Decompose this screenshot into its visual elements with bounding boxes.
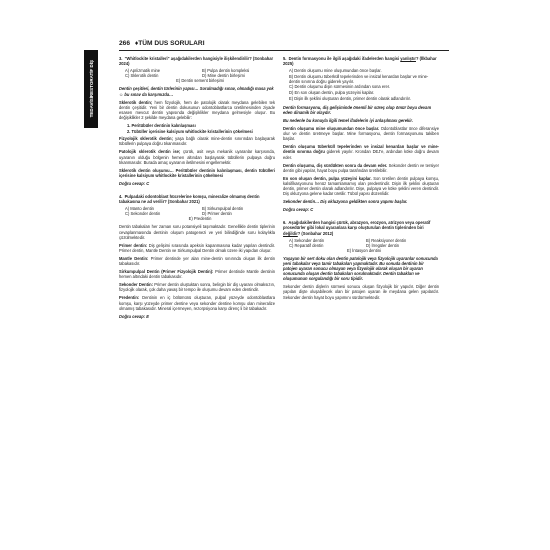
- page-number: 266: [119, 40, 131, 47]
- paragraph: [283, 126, 439, 141]
- question-text: "Whitlockite kristalleri" aşağıdakilerden hangisiyle ilişkilendirilir? (Sonbahar 2024): [119, 56, 274, 67]
- paragraph-text: çürük, asit veya mekanik uyaranlar karşısında, uyaranın olduğu bölgenin hemen altından başlayarak tübüllerin pulpaya doğru tıkanmasıdır. Burada amaç uyaranın iletilmesini engellemektir.: [119, 149, 275, 165]
- option-b: B) Reaksiyoner dentin: [366, 237, 407, 243]
- question-text: Dentin formasyonu ile ilgili aşağıdaki ifadelerden hangisi: [288, 56, 401, 61]
- option-a: A) Sekonder dentin: [289, 237, 325, 243]
- chapter-tab: [84, 50, 98, 128]
- question-number: 3.: [119, 56, 123, 61]
- paragraph-lead: Mantle Dentin:: [119, 255, 149, 261]
- option-a: A) Apriizmatik mine: [125, 68, 161, 74]
- paragraph-lead: Patolojik sklerotik dentin ise;: [119, 149, 181, 155]
- question-4: [119, 194, 275, 204]
- explanation-intro: Yaşayan bir sert doku olan dentin patolojik veya fizyolojik uyaranlar sonucunda yeni tabakalar veya tamir tabakaları yapmaktadır. Bu sonuda dentinin bir patojen uyaran sonucu olmayan veya fizyolojik olarak oluşan bir uyaran sonucunda oluşan dentin tabakaları sorulmaktadır. Dentin tabakları ve oluşumunun sorgulandığı bir soru tipidir.: [283, 255, 438, 282]
- chapter-tab-label: RESTORATİF DİŞ: [88, 60, 94, 98]
- paragraph: [119, 149, 275, 164]
- paragraph: [283, 144, 439, 159]
- paragraph: [119, 256, 275, 266]
- option-e: E) Dentin sement birleşimi: [176, 78, 224, 84]
- summary-paragraph: Sklerotik dentin oluşumu… Peritübüler dentinin kalınlaşması, dentin tübülleri içerisine kalsiyum whitlockite kristallerinin çökelmesi: [119, 167, 275, 178]
- question-emphasis: yanlıştır: [400, 56, 416, 61]
- paragraph-text: Primer dentinde Mantle dentinin hemen altındaki dentin tabakasıdır.: [119, 269, 275, 280]
- option-b: B) Dentin oluşumu tüberküll tepelerinden ve insizal kenardan başlar ve mine-dentin sınırına doğru giderek yayılır.: [289, 73, 429, 84]
- answer-line: Doğru cevap: E: [119, 313, 150, 319]
- explanation-intro: Dentin formasyonu, diş gelişiminde önemli bir süreç olup ömür boyu devam eden dinamik bir olaydır.: [283, 104, 432, 115]
- question-text: Aşağıdakilerden hangisi çürük, abrazyon, erozyon, atrizyon veya operatif prosedürler gibi lokal uyaranlara karşı oluşturulan dentin tiplerinden biri: [283, 220, 431, 231]
- option-b: B) Pulpa dentin kompleksi: [202, 68, 250, 74]
- option-a: A) Dentin oluşumu mine oluşumundan önce başlar.: [289, 68, 382, 74]
- question-number: 5.: [283, 56, 287, 61]
- paragraph-text: Diş gelişimi sırasında apeksin kapanmasına kadar yapılan dentindir. Primer dentin, Mantle Dentin ve Sirkumpulpal Dentin olmak üzere iki yapıdan oluşur.: [119, 242, 275, 253]
- paragraph: [119, 295, 275, 310]
- paragraph-lead: Sirkumpulpal Dentin (Primer Fizyolojik Dentin):: [119, 269, 214, 275]
- option-b: B) Sirkumpulpal dentin: [202, 206, 244, 212]
- question-number: 4.: [119, 193, 123, 199]
- header-divider: [119, 50, 449, 51]
- paragraph: [119, 100, 275, 120]
- explanation-intro: Dentin çeşitleri, dentin türlerinin yapısı… Sorulmadığı sınav, olmadığı masa yok ☺ bu sınav da karşımızda…: [119, 86, 274, 97]
- paragraph-text: hem fizyolojik, hem de patolojik olarak meydana gelebilen tek dentin çeşitidir. Yeni bir dentin dokusunun odontoblastlarca üretilmesinden ziyade esasen mevcut dentin yapısında değişiklikler meydana gelmesiyle oluşur. Bu değişiklikler 2 şekilde meydana gelebilir:: [119, 99, 275, 120]
- paragraph: Sekonder dentin dişlerin sürmesi sonucu oluşan fizyolojik bir yapıdır. Diğer dentin yapıları dişte oluşabilecek olan bir patojen uyaran ile meydana gelen yapılardır. Sekonder dentin hayat boyu yapımını sürdürmektedir.: [283, 284, 439, 300]
- options-5: [289, 68, 439, 101]
- options-6: [289, 238, 439, 253]
- left-column: [119, 56, 275, 327]
- chapter-tab-label-2: TEDAVİSİ: [88, 97, 94, 118]
- option-d: D) Mine dentin birleşimi: [202, 73, 245, 79]
- options-3: [125, 68, 275, 83]
- numbered-list: [127, 123, 275, 134]
- list-item: 1. Peritübüler dentinin kalınlaşması: [127, 123, 196, 129]
- paragraph-text: yaşa bağlı olarak mine-dentin sınırından başlayarak tübüllerin pulpaya doğru tıkanmasıdır.: [119, 136, 275, 147]
- option-e: E) Dişin ilk şeklini oluşturan dentin, primer dentin olarak adlandırılır.: [289, 95, 411, 101]
- option-a: A) Manto dentin: [125, 206, 154, 212]
- paragraph-lead: Fizyolojik sklerotik dentin;: [119, 136, 173, 142]
- paragraph: [283, 163, 439, 173]
- option-c: C) Sekonder dentin: [125, 211, 161, 217]
- question-text: Pulpadaki odontoblast hücrelerine komşu, mineralize olmamış dentin tabakasına ne ad verilir? (Sonbahar 2021): [119, 193, 260, 205]
- option-e: E) İntasyon dentini: [347, 247, 381, 253]
- right-column: [283, 56, 439, 303]
- option-c: C) Sklerotik dentin: [125, 73, 159, 79]
- book-title: ♦TÜM DUS SORULARI: [134, 40, 205, 47]
- summary-paragraph: Sekonder dentin… Diş okluzyona geldikten sonra yapımı başlar.: [283, 199, 408, 205]
- paragraph-lead: Dentin oluşumu mine oluşumundan önce başlar.: [283, 126, 380, 132]
- option-c: C) Dentin oluşumu dişin sürmesinin ardından sona erer.: [289, 84, 391, 90]
- paragraph-text: giderek yayılır. Krondan DEJ'e, ardından köke doğru devam eder.: [283, 149, 439, 160]
- explanation-intro-2: Bu nedenle bu konuyla ilgili temel ifadelerin iyi anlaşılması gerekir.: [283, 117, 413, 123]
- option-d: D) Primer dentin: [202, 211, 232, 217]
- list-item: 2. Tübüller içerisine kalsiyum whitlockite kristallerinin çökelmesi: [127, 129, 253, 135]
- paragraph-lead: Dentin oluşumu tüberküll tepelerinden ve insizal kenardan başlar ve mine-dentin sınırına doğru: [283, 144, 439, 155]
- paragraph-text: Odontoblastlar önce diferansiye olur ve dentin üretmeye başlar. Mine formasyonu, dentin formasyonunu takiben başlar.: [283, 126, 439, 142]
- paragraph: [283, 176, 439, 196]
- paragraph-lead: Sklerotik dentin;: [119, 99, 153, 105]
- paragraph-lead: Primer dentin:: [119, 242, 148, 248]
- paragraph: [119, 269, 275, 279]
- paragraph-text: Son üretilen dentin pulpaya komşu, kalsifikasyonunu henüz tamamlamamış olan predentindir. Dişin ilk şeklini oluşturan dentin, primer dentin olarak adlandırılır. Dişe, pulpaya ve köke şeklini veren dentindir. Diş okluzyona gelene kadar üretilir. Tübül yapısı düzenlidir.: [283, 175, 439, 197]
- question-emphasis: değildir: [283, 230, 298, 236]
- paragraph-text: Primer dentinde yer alan mine-dentin sınırında oluşan ilk dentin tabakasıdır.: [119, 255, 276, 266]
- paragraph-lead: Dentin oluşumu, diş sürdükten sonra da devam eder.: [283, 162, 388, 168]
- question-3: [119, 56, 275, 66]
- paragraph: [119, 136, 275, 146]
- options-4: [125, 206, 275, 221]
- paragraph: Dentin tabakaları her zaman soru potansiyeli taşımaktadır. Genellikle dentin tiplerinin cevaplanmasında dentinin oluşum patogenezi ve yeri bilindiğinde soru kolaylıkla çözülmektedir.: [119, 224, 275, 240]
- option-d: D) En son oluşan dentin, pulpa yüzeyini kaplar.: [289, 90, 375, 96]
- option-d: D) İrregüler dentin: [366, 242, 399, 248]
- paragraph-lead: En son oluşan dentin, pulpa yüzeyini kaplar.: [283, 175, 372, 181]
- question-number: 6.: [283, 220, 287, 226]
- question-6: [283, 220, 439, 235]
- question-text-end: ? (Sonbahar 2012): [297, 230, 334, 236]
- paragraph-text: Primer dentin oluştuktan sonra, belirgin bir diş uyaranı olmaksızın, fizyolojik olarak, çok daha yavaş bir tempo ile oluşumu devam eden dentindir.: [119, 282, 275, 293]
- paragraph-lead: Sekonder Dentin:: [119, 282, 154, 288]
- paragraph-text: Dentinin en iç bölümünü oluşturan, pulpal yüzeyde odontoblastlara komşu, karşı yüzeyde primer dentine veya sekonder dentine komşu olan mineralize olmamış tabakasıdır. Mineral içermeyen, rezorpsiyona karşı direnç li bir tabakadır.: [119, 295, 275, 311]
- paragraph-lead: Predentin:: [119, 295, 140, 301]
- question-text-end: ? (İlkbahar 2025): [283, 56, 437, 67]
- paragraph: [119, 243, 275, 253]
- option-c: C) Reparatif dentin: [289, 242, 324, 248]
- paragraph-text: Sekonder dentin ve tersiyer dentin gibi yapılar, hayat boyu pulpa tarafından üretilebilir.: [283, 162, 439, 173]
- option-e: E) Predentin: [188, 216, 212, 222]
- question-5: [283, 56, 439, 66]
- answer-line: Doğru cevap: C: [119, 180, 150, 186]
- answer-line: Doğru cevap: C: [283, 207, 314, 213]
- page-header: [119, 40, 205, 47]
- paragraph: [119, 282, 275, 292]
